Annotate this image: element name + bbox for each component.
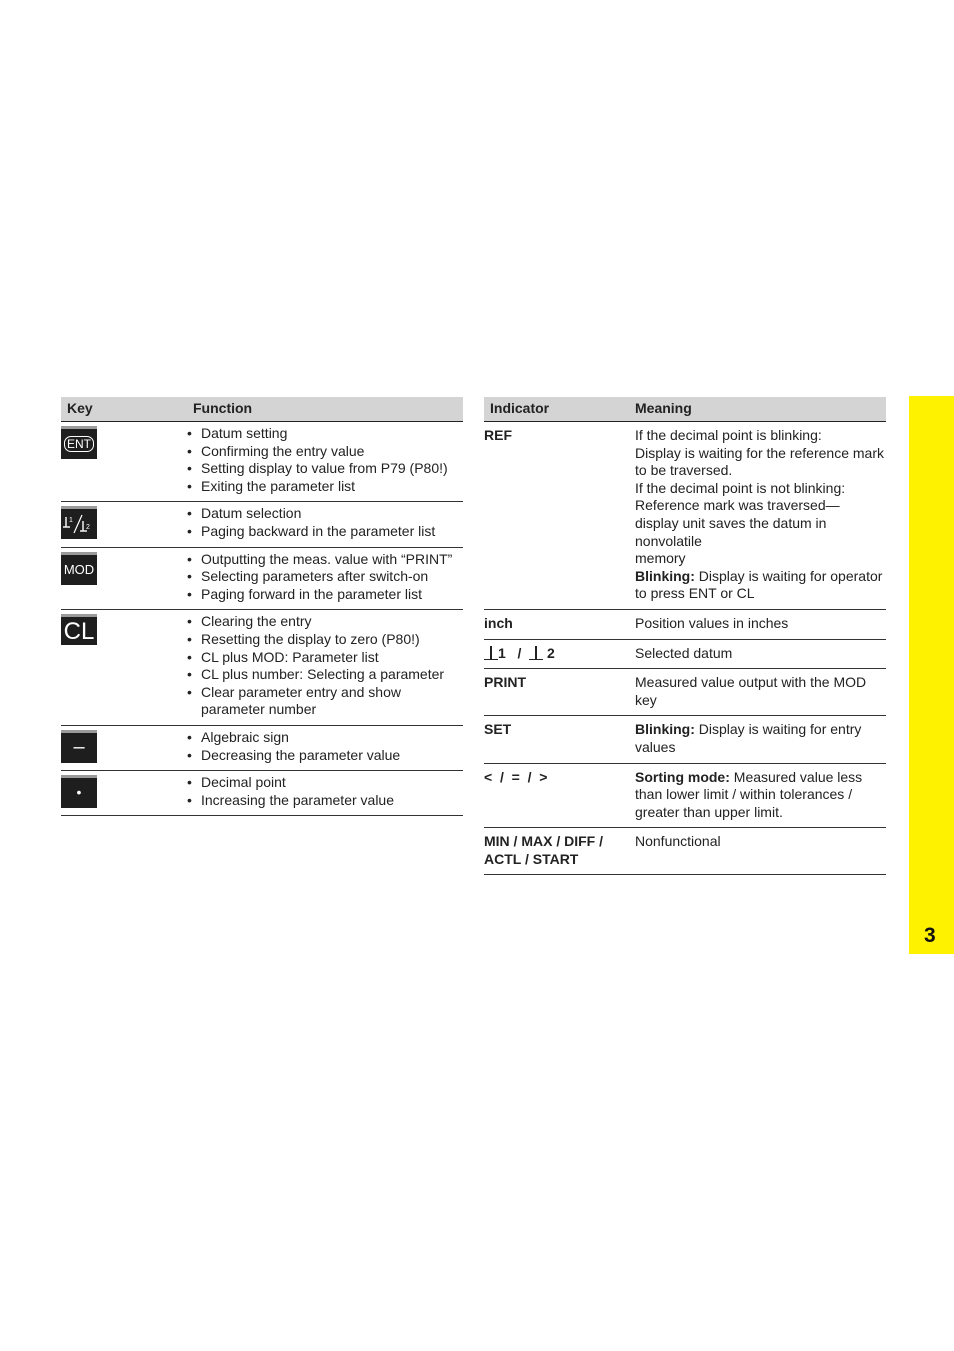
chapter-number: 3 bbox=[924, 924, 936, 947]
indicator-meaning-table bbox=[484, 397, 886, 875]
cl-key-icon: CL bbox=[61, 614, 97, 645]
indicator-label: inch bbox=[484, 609, 629, 639]
table-row: MIN / MAX / DIFF / ACTL / START Nonfunctional bbox=[484, 828, 886, 875]
table-row bbox=[61, 725, 463, 770]
list-item: • Paging forward in the parameter list bbox=[187, 586, 463, 604]
indicator-label: 1 / 2 bbox=[484, 639, 629, 669]
table-row: inch Position values in inches bbox=[484, 609, 886, 639]
svg-text:2: 2 bbox=[86, 524, 90, 532]
indicator-label: SET bbox=[484, 716, 629, 763]
indicator-column-header: Indicator bbox=[484, 397, 629, 422]
function-list bbox=[61, 425, 463, 495]
table-row bbox=[61, 771, 463, 816]
table-row: SET Blinking: Display is waiting for entry values bbox=[484, 716, 886, 763]
svg-text:1: 1 bbox=[69, 517, 73, 525]
chapter-tab bbox=[909, 396, 954, 954]
list-item: • Clearing the entry bbox=[187, 613, 463, 631]
indicator-label: PRINT bbox=[484, 669, 629, 716]
table-row bbox=[61, 422, 463, 502]
table-row: REF If the decimal point is blinking: Display is waiting for the reference mark to be traversed. If the decimal point is not blinking: Reference mark was traversed— display unit saves the datum in nonvolatile memory Blinking: Display is waiting for operator to press ENT or CL bbox=[484, 422, 886, 610]
table-row bbox=[61, 547, 463, 610]
function-list bbox=[61, 729, 463, 764]
mod-key-icon: MOD bbox=[61, 552, 97, 585]
list-item: • Paging backward in the parameter list bbox=[187, 523, 463, 541]
indicator-label: REF bbox=[484, 422, 629, 610]
list-item: • Datum selection bbox=[187, 505, 463, 523]
ent-key-icon: ENT bbox=[61, 426, 97, 459]
list-item: • Algebraic sign bbox=[187, 729, 463, 747]
list-item: • Decreasing the parameter value bbox=[187, 747, 463, 765]
meaning-column-header: Meaning bbox=[629, 397, 886, 422]
table-row bbox=[61, 502, 463, 547]
key-table-header bbox=[61, 397, 463, 422]
indicator-label: < / = / > bbox=[484, 763, 629, 828]
function-list bbox=[61, 551, 463, 604]
list-item: • Clear parameter entry and show parameter number bbox=[187, 684, 463, 719]
key-function-table bbox=[61, 397, 463, 816]
minus-key-icon: – bbox=[61, 730, 97, 763]
key-column-header: Key bbox=[61, 397, 187, 422]
datum-select-glyph-icon bbox=[63, 513, 95, 535]
table-row: < / = / > Sorting mode: Measured value less than lower limit / within tolerances / greater than upper limit. bbox=[484, 763, 886, 828]
list-item: • CL plus number: Selecting a parameter bbox=[187, 666, 463, 684]
function-list bbox=[61, 613, 463, 719]
list-item: • Setting display to value from P79 (P80!) bbox=[187, 460, 463, 478]
list-item: • Increasing the parameter value bbox=[187, 792, 463, 810]
list-item: • Confirming the entry value bbox=[187, 443, 463, 461]
list-item: • Resetting the display to zero (P80!) bbox=[187, 631, 463, 649]
datum-symbol-icon bbox=[529, 646, 543, 660]
list-item: • Datum setting bbox=[187, 425, 463, 443]
table-row: 1 / 2 Selected datum bbox=[484, 639, 886, 669]
table-row: PRINT Measured value output with the MOD key bbox=[484, 669, 886, 716]
function-list bbox=[61, 505, 463, 540]
list-item: • Selecting parameters after switch-on bbox=[187, 568, 463, 586]
list-item: • Decimal point bbox=[187, 774, 463, 792]
list-item: • CL plus MOD: Parameter list bbox=[187, 649, 463, 667]
list-item: • Exiting the parameter list bbox=[187, 478, 463, 496]
indicator-table-header bbox=[484, 397, 886, 422]
function-list bbox=[61, 774, 463, 809]
indicator-label: MIN / MAX / DIFF / ACTL / START bbox=[484, 828, 629, 875]
table-row bbox=[61, 610, 463, 726]
decimal-point-key-icon: • bbox=[61, 775, 97, 808]
function-column-header: Function bbox=[187, 397, 463, 422]
list-item: • Outputting the meas. value with “PRINT” bbox=[187, 551, 463, 569]
datum-symbol-icon bbox=[484, 646, 498, 660]
